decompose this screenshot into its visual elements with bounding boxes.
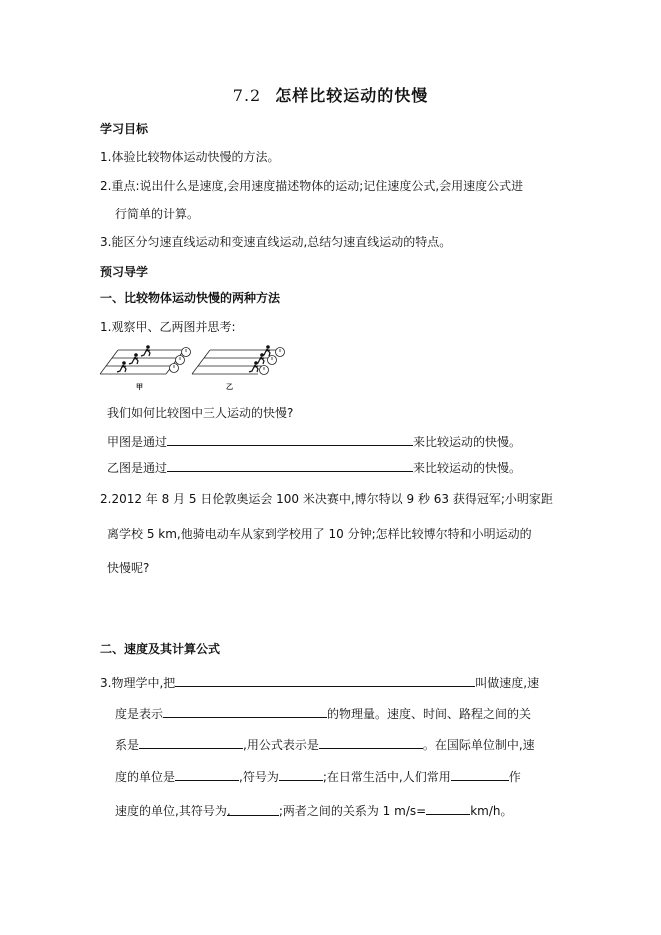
q3-l2-b: 的物理量。速度、时间、路程之间的关 <box>327 707 532 721</box>
answer-blank[interactable] <box>175 674 475 687</box>
q3-l1-a: 3.物理学中,把 <box>100 676 176 690</box>
q3-l2-a: 度是表示 <box>115 707 164 721</box>
answer-blank[interactable] <box>426 802 470 815</box>
answer-blank[interactable] <box>279 768 323 781</box>
q1-line-b <box>107 459 521 476</box>
q1-line-b-prefix: 乙图是通过 <box>107 461 168 475</box>
goal-2: 2.重点:说出什么是速度,会用速度描述物体的运动;记住速度公式,会用速度公式进 <box>100 179 524 193</box>
q3-line-5 <box>115 802 512 819</box>
q3-l4-b: ,符号为 <box>239 770 279 784</box>
goal-3: 3.能区分匀速直线运动和变速直线运动,总结匀速直线运动的特点。 <box>100 235 452 249</box>
section1-heading: 一、比较物体运动快慢的两种方法 <box>100 291 281 305</box>
q1-line-a <box>107 433 521 450</box>
q3-l4-c: ;在日常生活中,人们常用 <box>322 770 451 784</box>
q3-line-4 <box>115 768 521 785</box>
race-figure <box>100 344 300 391</box>
q1-line-b-suffix: 来比较运动的快慢。 <box>413 461 522 475</box>
figure-b-label: 乙 <box>226 383 233 391</box>
q3-l5-a: 速度的单位,其符号为 <box>115 804 227 818</box>
goal-1: 1.体验比较物体运动快慢的方法。 <box>100 150 280 164</box>
title-number: 7.2 <box>232 86 262 105</box>
q3-l3-c: 。在国际单位制中,速 <box>422 738 535 752</box>
q3-line-1 <box>100 674 539 691</box>
title-text: 怎样比较运动的快慢 <box>275 86 429 105</box>
race-figure-svg <box>100 344 300 380</box>
page-title <box>0 88 661 104</box>
answer-blank[interactable] <box>139 736 243 749</box>
q3-l5-b: ;两者之间的关系为 1 m/s= <box>278 804 427 818</box>
q3-line-3 <box>115 736 535 753</box>
answer-blank[interactable] <box>227 803 279 816</box>
q3-l5-c: km/h。 <box>470 804 513 818</box>
q3-l3-b: ,用公式表示是 <box>243 738 319 752</box>
q1-intro: 1.观察甲、乙两图并思考: <box>100 320 236 334</box>
q3-l4-d: 作 <box>508 770 521 784</box>
q3-line-2 <box>115 705 531 722</box>
q2-line-1: 2.2012 年 8 月 5 日伦敦奥运会 100 米决赛中,博尔特以 9 秒 63 获得冠军;小明家距 <box>100 492 553 506</box>
goal-2-cont: 行简单的计算。 <box>115 207 200 221</box>
answer-blank[interactable] <box>167 433 413 446</box>
answer-blank[interactable] <box>167 459 413 472</box>
figure-a-label: 甲 <box>136 383 143 391</box>
goal-heading: 学习目标 <box>100 122 149 136</box>
answer-blank[interactable] <box>319 736 423 749</box>
q3-l1-b: 叫做速度,速 <box>475 676 540 690</box>
section2-heading: 二、速度及其计算公式 <box>100 642 221 656</box>
q1-question: 我们如何比较图中三人运动的快慢? <box>107 406 294 420</box>
blank-dot: . <box>226 804 231 818</box>
q2-line-3: 快慢呢? <box>107 561 150 575</box>
q3-l4-a: 度的单位是 <box>115 770 176 784</box>
figure-b-clocks <box>260 348 285 375</box>
q1-line-a-suffix: 来比较运动的快慢。 <box>413 435 522 449</box>
q2-line-2: 离学校 5 km,他骑电动车从家到学校用了 10 分钟;怎样比较博尔特和小明运动的 <box>107 527 532 541</box>
answer-blank[interactable] <box>175 768 239 781</box>
q3-l3-a: 系是 <box>115 738 140 752</box>
preview-heading: 预习导学 <box>100 265 149 279</box>
answer-blank[interactable] <box>451 768 509 781</box>
q1-line-a-prefix: 甲图是通过 <box>107 435 168 449</box>
figure-a-runners <box>117 345 150 372</box>
figure-a-clocks <box>170 348 191 373</box>
answer-blank[interactable] <box>163 705 327 718</box>
